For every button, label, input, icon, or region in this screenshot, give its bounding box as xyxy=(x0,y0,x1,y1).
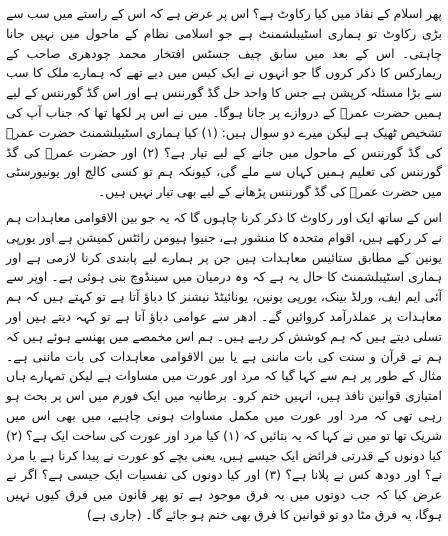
paragraph-international-treaties: اس کے ساتھ ایک اور رکاوٹ کا ذکر کرنا چاہوں گا کہ یہ جو بین الاقوامی معاہدات ہم نے کر رکھے ہیں، اقوام متحدہ کا منشور ہے، جنیوا ہیومن رائٹس کمیشن ہے اور یورپی یونین کے مطابق ستائیس معاہدات ہیں جن پر ہمارے لیے پابندی کرنا لازمی ہے اور ہماری اسٹیبلشمنٹ کا حال یہ ہے کہ وہ درمیان میں سینڈوچ بنی ہوئی ہے۔ اوپر سے آئی ایم ایف، ورلڈ بینک، یورپی یونین، یونائیٹڈ نیشنز کا دباؤ آتا ہے تو کہتے ہیں کہ ہم معاہدات پر عملدرآمد کروائیں گے۔ ادھر سے عوامی دباؤ آتا ہے تو کہہ دیتے ہیں اور تسلی دیتے ہیں کہ ہم کوشش کر رہے ہیں۔ ہم اس مخمصے میں پھنسے ہوئے ہیں کہ ہم نے قرآن و سنت کی بات ماننی ہے یا بین الاقوامی معاہدات کی بات ماننی ہے۔ مثال کے طور پر ہم سے کہا گیا کہ مرد اور عورت میں مساوات ہے لیکن تمہارے ہاں امتیازی قوانین نافذ ہیں، انہیں ختم کرو۔ برطانیہ میں ایک فورم میں اس پر بحث ہو رہی تھی کہ مرد اور عورت میں مکمل مساوات ہونی چاہیے، میں بھی اس میں شریک تھا تو میں نے کہا کہ یہ بتائیں کہ (۱) کیا مرد اور عورت کی ساخت ایک ہے؟ (۲) کیا دونوں کے قدرتی فرائض ایک جیسے ہیں، یعنی بچے کو عورت نے پیدا کرنا ہے یا مرد نے؟ اور دودھ کس نے پلانا ہے؟ (۳) اور کیا دونوں کی نفسیات ایک جیسی ہے؟ اگر نے عرض کیا کہ جب دونوں میں یہ فرق موجود ہے تو پھر قانون میں فرق کیوں نہیں ہوگا، یہ فرق مٹا دو تو قوانین کا فرق بھی ختم ہو جائے گا۔ (جاری ہے) xyxy=(6,209,442,522)
paragraph-obstacles-establishment: پھر اسلام کے نفاذ میں کیا رکاوٹ ہے؟ اس پر عرض ہے کہ اس کے راستے میں سب سے بڑی رکاوٹ تو ہماری اسٹیبلشمنٹ ہے جو اسلامی نظام کے ماحول میں نہیں جانا چاہتی۔ اس کے بعد میں سابق چیف جسٹس افتخار محمد چودھری صاحب کے ریمارکس کا ذکر کروں گا جو انہوں نے ایک کیس میں دیے تھے کہ ہمارے ملک کا سب سے بڑا مسئلہ کرپشن ہے جس کا واحد حل گڈ گورننس ہے اور اس گڈ گورننس کے لیے ہمیں حضرت عمرؓ کے دروازے پر جانا ہوگا۔ میں نے اس پر لکھا تھا کہ جناب آپ کی تشخیص ٹھیک ہے لیکن میرے دو سوال ہیں: (۱) کیا ہماری اسٹیبلشمنٹ حضرت عمرؓ کی گڈ گورننس کے ماحول میں جانے کے لیے تیار ہے؟ (۲) اور حضرت عمرؓ کی گڈ گورننس کی تعلیم ہمیں کہاں سے ملے گی، کیونکہ ہم تو کسی کالج اور یونیورسٹی میں حضرت عمرؓ کی گڈ گورننس پڑھانے کے لیے بھی تیار نہیں ہیں۔ xyxy=(6,6,443,200)
